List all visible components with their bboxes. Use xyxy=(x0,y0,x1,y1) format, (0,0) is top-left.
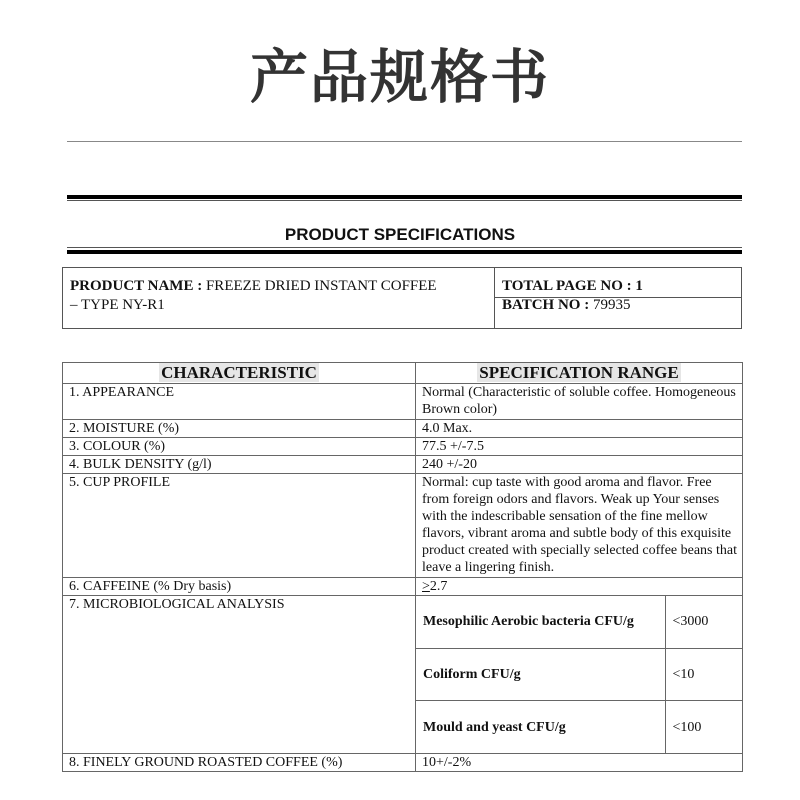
table-row xyxy=(63,438,743,456)
table-row xyxy=(63,384,743,420)
product-name-value-line2: – TYPE NY-R1 xyxy=(70,297,165,313)
table-row xyxy=(63,578,743,596)
spec-cell: 240 +/-20 xyxy=(416,456,743,474)
spec-cell: 77.5 +/-7.5 xyxy=(416,438,743,456)
product-info-box xyxy=(62,267,742,329)
thick-rule xyxy=(67,250,742,254)
characteristic-cell: 7. MICROBIOLOGICAL ANALYSIS xyxy=(63,596,416,754)
thin-rule xyxy=(67,200,742,201)
product-name-value: FREEZE DRIED INSTANT COFFEE xyxy=(202,278,437,294)
spec-cell: 10+/-2% xyxy=(416,754,743,772)
characteristic-cell: 1. APPEARANCE xyxy=(63,384,416,420)
microbiology-cell xyxy=(416,596,743,754)
product-name-cell xyxy=(63,268,495,328)
total-page-cell xyxy=(495,277,741,298)
table-row xyxy=(63,596,743,754)
characteristic-cell: 8. FINELY GROUND ROASTED COFFEE (%) xyxy=(63,754,416,772)
table-row xyxy=(63,474,743,578)
characteristic-cell: 5. CUP PROFILE xyxy=(63,474,416,578)
subtable-row xyxy=(416,701,742,753)
microbiology-subtable xyxy=(416,596,742,753)
organism-name: Mould and yeast CFU/g xyxy=(416,701,665,753)
characteristic-cell: 4. BULK DENSITY (g/l) xyxy=(63,456,416,474)
characteristic-cell: 6. CAFFEINE (% Dry basis) xyxy=(63,578,416,596)
thick-rule xyxy=(67,195,742,199)
english-title: PRODUCT SPECIFICATIONS xyxy=(284,225,516,244)
organism-limit: <100 xyxy=(672,719,702,735)
double-rule-bottom xyxy=(67,247,742,255)
header-characteristic: CHARACTERISTIC xyxy=(63,363,416,384)
organism-limit: <3000 xyxy=(665,596,742,648)
table-header-row xyxy=(63,363,743,384)
document-meta-cell xyxy=(495,268,741,328)
thin-rule xyxy=(67,247,742,248)
spec-cell: 4.0 Max. xyxy=(416,420,743,438)
organism-name: Coliform CFU/g xyxy=(416,648,665,700)
specification-table xyxy=(62,362,743,772)
chinese-title: 产品规格书 xyxy=(249,43,550,111)
greater-equal-symbol: > xyxy=(422,579,430,594)
batch-label: BATCH NO : xyxy=(502,297,590,313)
total-page-value: 1 xyxy=(631,278,643,294)
total-page-label: TOTAL PAGE NO : xyxy=(502,278,632,294)
subtable-row xyxy=(416,648,742,700)
organism-limit: <10 xyxy=(665,648,742,700)
divider-line xyxy=(67,141,742,142)
batch-cell xyxy=(495,296,741,315)
product-name-label: PRODUCT NAME : xyxy=(70,278,203,294)
table-row xyxy=(63,754,743,772)
double-rule-top xyxy=(67,195,742,202)
table-row xyxy=(63,456,743,474)
spec-cell: >2.7 xyxy=(416,578,743,596)
subtable-row xyxy=(416,596,742,648)
organism-name: Mesophilic Aerobic bacteria CFU/g xyxy=(416,596,665,648)
spec-cell: Normal: cup taste with good aroma and flavor. Free from foreign odors and flavors. Weak up Your senses with the indescribable sensation of the fine mellow flavors, vibrant aroma and subtle body of this exquisite product created with specially selected coffee beans that leave a lingering finish. xyxy=(416,474,743,578)
characteristic-cell: 2. MOISTURE (%) xyxy=(63,420,416,438)
characteristic-cell: 3. COLOUR (%) xyxy=(63,438,416,456)
header-specification-range: SPECIFICATION RANGE xyxy=(416,363,743,384)
spec-cell: Normal (Characteristic of soluble coffee. Homogeneous Brown color) xyxy=(416,384,743,420)
table-row xyxy=(63,420,743,438)
batch-value: 79935 xyxy=(589,297,631,313)
